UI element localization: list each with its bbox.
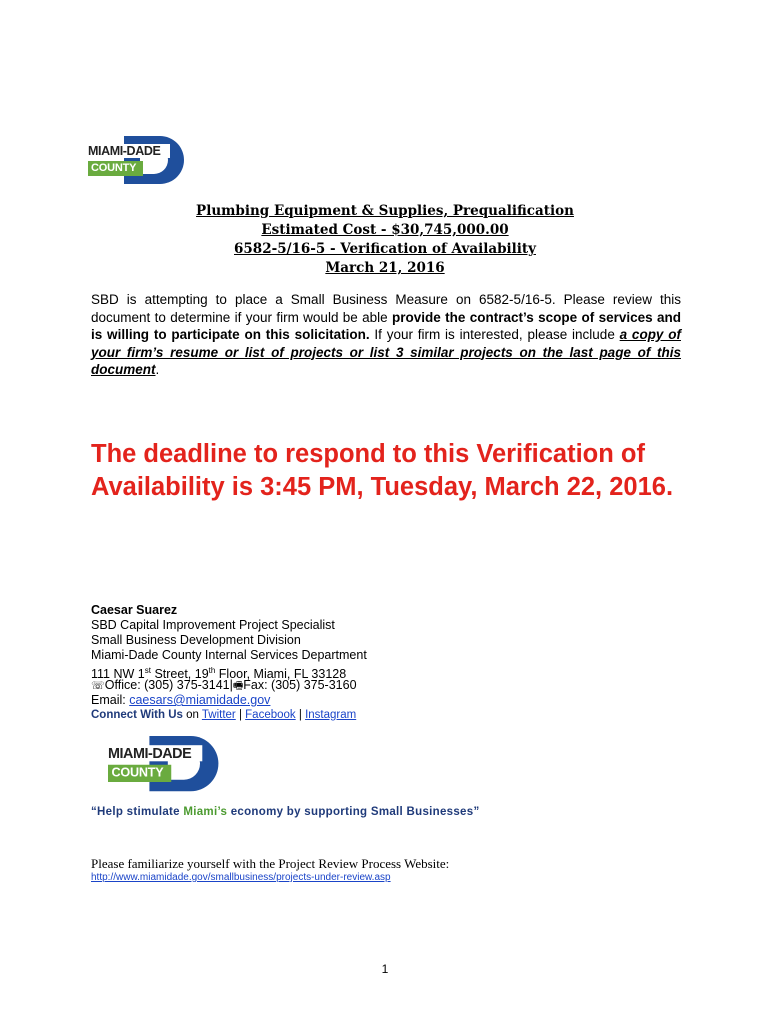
intro-bold: provide the contract’s scope of services and is willing to participate on this solicitation. <box>91 309 681 342</box>
intro-cont: If your firm is interested, please include <box>369 327 620 342</box>
contact-title: SBD Capital Improvement Project Specialist <box>91 618 335 632</box>
logo-name: MIAMI-DADE <box>88 144 161 158</box>
familiarize-text: Please familiarize yourself with the Project Review Process Website: <box>91 856 450 871</box>
logo-name-2: MIAMI-DADE <box>108 745 192 762</box>
contact-division: Small Business Development Division <box>91 633 301 647</box>
page-number: 1 <box>381 962 389 976</box>
doc-date: March 21, 2016 <box>325 260 445 276</box>
phone-icon: ☏ <box>91 680 105 692</box>
connect-line: Connect With Us on Twitter | Facebook | Instagram <box>91 709 357 721</box>
intro-paragraph <box>91 291 681 379</box>
solicitation-number: 6582-5/16-5 - Verification of Availability <box>234 241 536 257</box>
contact-phone-fax: ☏Office: (305) 375-3141|🖷Fax: (305) 375-3160 <box>91 678 357 692</box>
project-review-link[interactable]: http://www.miamidade.gov/smallbusiness/projects-under-review.asp <box>91 872 391 883</box>
facebook-link[interactable]: Facebook <box>245 709 296 721</box>
intro-text: SBD is attempting to place a Small Business Measure on 6582-5/16-5. Please review this document to determine if your firm would be able <box>91 292 681 325</box>
email-link[interactable]: caesars@miamidade.gov <box>129 693 271 707</box>
miami-dade-logo-bottom <box>108 736 223 791</box>
logo-county: COUNTY <box>88 161 143 176</box>
contact-department: Miami-Dade County Internal Services Department <box>91 648 367 662</box>
miami-dade-logo-top <box>88 136 188 184</box>
contact-name: Caesar Suarez <box>91 603 178 617</box>
logo-county-2: COUNTY <box>108 765 171 782</box>
intro-end: . <box>155 362 160 377</box>
doc-title: Plumbing Equipment & Supplies, Prequalification <box>196 203 574 219</box>
fax-icon: 🖷 <box>232 680 244 692</box>
deadline-notice: The deadline to respond to this Verification of Availability is 3:45 PM, Tuesday, March 22, 2016. <box>91 440 674 501</box>
instagram-link[interactable]: Instagram <box>305 709 357 721</box>
twitter-link[interactable]: Twitter <box>201 709 236 721</box>
intro-underline: a copy of your firm’s resume or list of projects or list 3 similar projects on the last page of this document <box>91 327 681 377</box>
contact-address: 111 NW 1st Street, 19th Floor, Miami, FL 33128 <box>91 666 347 682</box>
contact-email-line: Email: caesars@miamidade.gov <box>91 693 271 707</box>
slogan: “Help stimulate Miami’s economy by supporting Small Businesses” <box>91 806 480 818</box>
estimated-cost: Estimated Cost - $30,745,000.00 <box>261 222 509 238</box>
